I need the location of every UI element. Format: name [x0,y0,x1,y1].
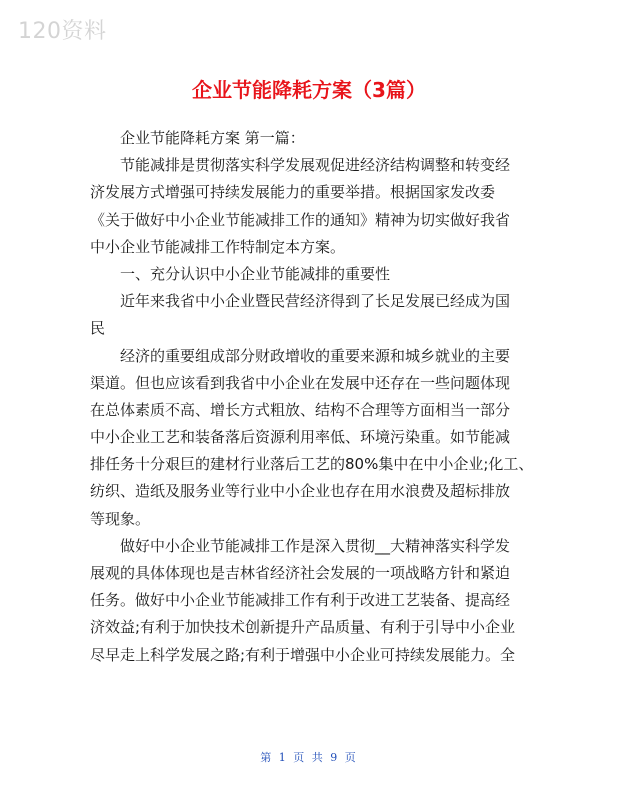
body-line: 排任务十分艰巨的建材行业落后工艺的80%集中在中小企业;化工、 [90,455,534,474]
body-line: 等现象。 [90,509,151,528]
document-title: 企业节能降耗方案（3篇） [192,78,426,102]
body-line: 济效益;有利于加快技术创新提升产品质量、有利于引导中小企业 [90,618,516,637]
body-line: 展观的具体体现也是吉林省经济社会发展的一项战略方针和紧迫 [90,564,511,582]
body-line: 节能减排是贯彻落实科学发展观促进经济结构调整和转变经 [120,156,511,175]
document-body [90,125,534,669]
body-line: 经济的重要组成部分财政增收的重要来源和城乡就业的主要 [120,346,511,365]
body-line: 在总体素质不高、增长方式粗放、结构不合理等方面相当一部分 [90,400,511,419]
body-line: 任务。做好中小企业节能减排工作有利于改进工艺装备、提高经 [90,591,511,610]
body-line: 企业节能降耗方案 第一篇： [120,129,305,147]
watermark-logo: 120资料 [18,19,107,44]
body-line: 中小企业节能减排工作特制定本方案。 [90,237,346,256]
body-line: 《关于做好中小企业节能减排工作的通知》精神为切实做好我省 [90,210,511,229]
body-line: 尽早走上科学发展之路;有利于增强中小企业可持续发展能力。全 [90,645,516,664]
body-line: 近年来我省中小企业暨民营经济得到了长足发展已经成为国 [120,292,511,311]
body-line: 一、充分认识中小企业节能减排的重要性 [120,264,391,283]
body-line: 中小企业工艺和装备落后资源利用率低、环境污染重。如节能减 [90,428,511,447]
body-line: 民 [90,319,106,338]
body-line: 济发展方式增强可持续发展能力的重要举措。根据国家发改委 [90,183,496,202]
page-number-footer: 第 1 页 共 9 页 [260,751,358,764]
body-line: 做好中小企业节能减排工作是深入贯彻__大精神落实科学发 [120,536,511,555]
body-line: 纺织、造纸及服务业等行业中小企业也存在用水浪费及超标排放 [90,482,511,501]
body-line: 渠道。但也应该看到我省中小企业在发展中还存在一些问题体现 [90,373,511,392]
